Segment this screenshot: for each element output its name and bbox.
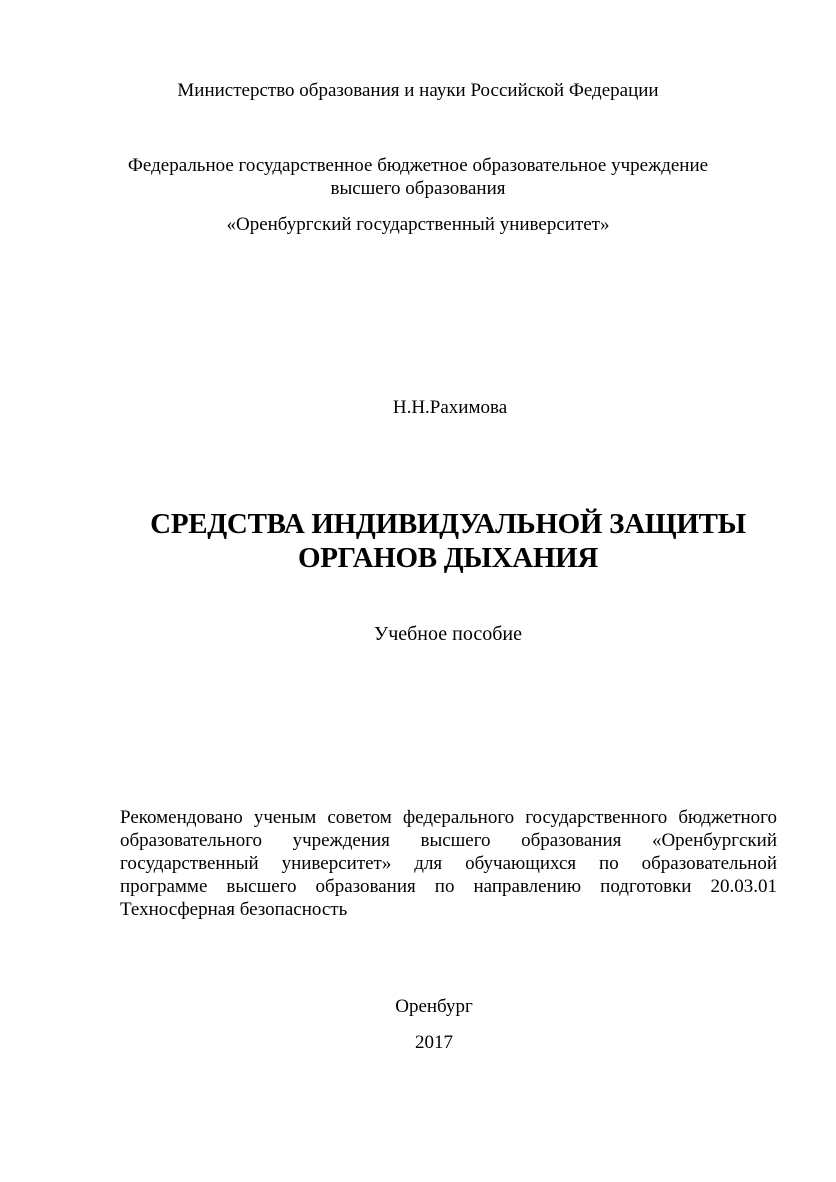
recommendation-line-3: государственный университет» для обучающихся по образовательной bbox=[120, 853, 777, 874]
publication-year: 2017 bbox=[415, 1032, 453, 1053]
university-name: «Оренбургский государственный университет» bbox=[226, 214, 610, 235]
book-title-line-2: ОРГАНОВ ДЫХАНИЯ bbox=[297, 542, 599, 574]
publication-city: Оренбург bbox=[395, 996, 473, 1017]
recommendation-line-4: программе высшего образования по направлению подготовки 20.03.01 bbox=[120, 876, 777, 897]
recommendation-line-5: Техносферная безопасность bbox=[120, 899, 348, 920]
author-name: Н.Н.Рахимова bbox=[392, 397, 508, 418]
book-subtitle: Учебное пособие bbox=[374, 623, 522, 645]
recommendation-line-1: Рекомендовано ученым советом федерального государственного бюджетного bbox=[120, 807, 777, 828]
recommendation-paragraph bbox=[120, 806, 777, 921]
ministry-name: Министерство образования и науки Российской Федерации bbox=[177, 80, 659, 101]
book-title-line-1: СРЕДСТВА ИНДИВИДУАЛЬНОЙ ЗАЩИТЫ bbox=[150, 508, 746, 540]
institution-line-2: высшего образования bbox=[330, 178, 506, 199]
institution-line-1: Федеральное государственное бюджетное образовательное учреждение bbox=[127, 155, 709, 176]
recommendation-line-2: образовательного учреждения высшего образования «Оренбургский bbox=[120, 830, 777, 851]
